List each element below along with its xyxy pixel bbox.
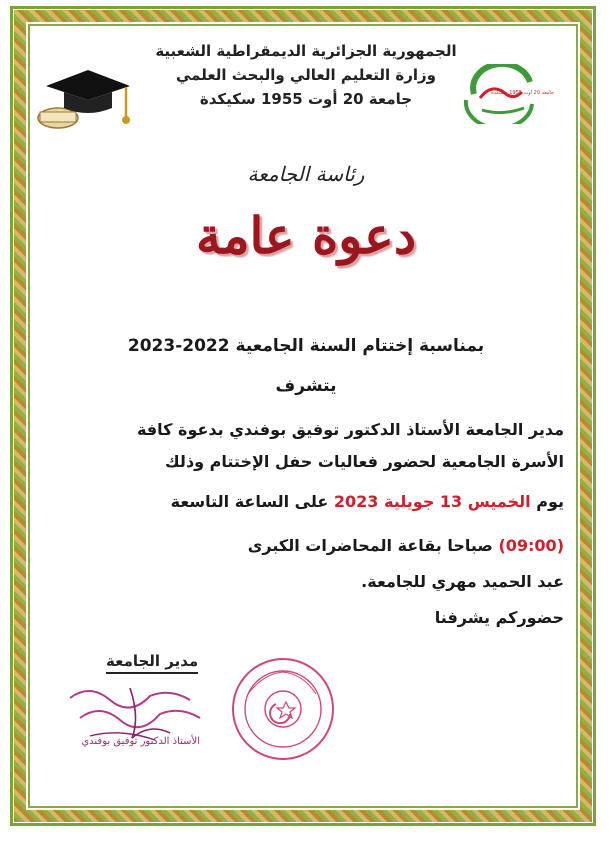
signer-title: مدير الجامعة [106, 652, 198, 674]
logo-text: جامعة 20 أوت 1955 سكيكدة [491, 90, 554, 96]
header [0, 42, 612, 108]
date-prefix: يوم [536, 492, 564, 511]
ministry-line: وزارة التعليم العالي والبحث العلمي [175, 66, 437, 84]
date-year: 2023 [333, 492, 379, 511]
republic-line: الجمهورية الجزائرية الديمقراطية الشعبية [155, 42, 457, 60]
date-day: الخميس 13 جويلية [384, 492, 531, 511]
presidency-label: رئاسة الجامعة [247, 162, 365, 186]
body-line-1: مدير الجامعة الأستاذ الدكتور توفيق بوفندي بدعوة كافة [136, 420, 564, 439]
date-line [48, 492, 564, 511]
signature-text: الأستاذ الدكتور توفيق بوفندي [81, 736, 200, 747]
time-line [48, 536, 564, 555]
venue-line: عبد الحميد مهري للجامعة. [361, 572, 564, 591]
occasion-line: بمناسبة إختتام السنة الجامعية 2022-2023 [127, 336, 485, 356]
honored-line: يتشرف [275, 376, 337, 396]
invitation-title: دعوة عامة [195, 206, 417, 265]
university-line: جامعة 20 أوت 1955 سكيكدة [199, 90, 413, 108]
handwritten-signature [60, 678, 210, 748]
body-line-2: الأسرة الجامعية لحضور فعاليات حفل الإختتام وذلك [165, 452, 564, 471]
closing-line: حضوركم يشرفنا [434, 608, 564, 627]
time-suffix: صباحا بقاعة المحاضرات الكبرى [247, 536, 493, 555]
official-stamp [228, 654, 338, 764]
time-value: (09:00) [498, 536, 564, 555]
date-suffix: على الساعة التاسعة [170, 492, 329, 511]
